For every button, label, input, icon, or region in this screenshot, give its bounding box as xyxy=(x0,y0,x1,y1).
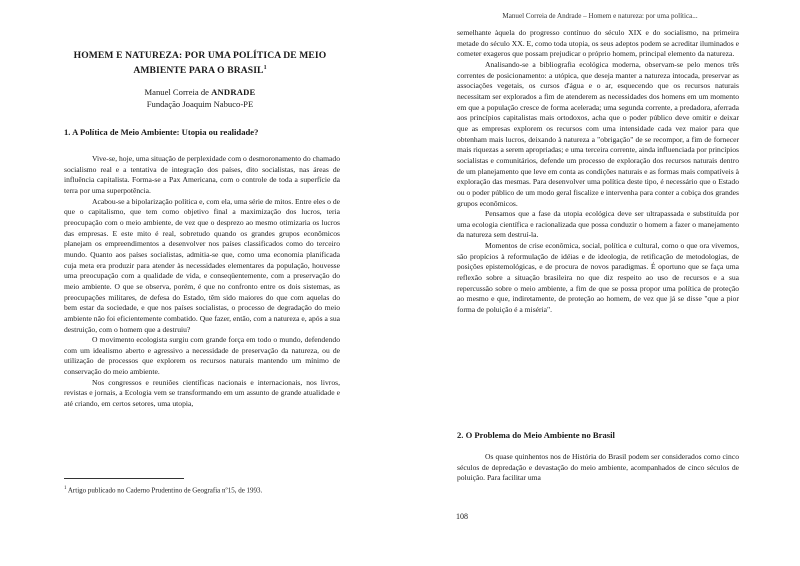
paragraph: Os quase quinhentos nos de História do Brasil podem ser considerados como cinco séculos de depredação e devastação do meio ambiente, acompanhados de cinco séculos de poluição. Para facilitar uma xyxy=(457,452,739,483)
page-number: 108 xyxy=(456,512,468,521)
footnote-divider xyxy=(64,478,184,479)
paragraph: Acabou-se a bipolarização política e, com ela, uma série de mitos. Entre eles o de que o capitalismo, que tem como objetivo final a maximização dos lucros, teria preocupação com o meio ambiente, de vez que o desprezo ao mesmo otimizaria os lucros das empresas. E este mito é real, sobretudo quando os grandes grupos econômicos planejam os empreendimentos a desenvolver nos países classificados como do terceiro mundo. Quanto aos países socialistas, admitia-se que, como uma economia planificada cuja meta era produzir para atender às necessidades elementares da população, houvesse uma preocupação com a qualidade de vida, e conseqüentemente, com a preservação do meio ambiente. O que se observa, porém, é que no confronto entre os dois sistemas, as preocupações militares, de defesa do Estado, têm sido maiores do que com aquelas do bem estar da sociedade, e que nos países socialistas, o processo de degradação do meio ambiente não foi eficientemente combatido. Que fazer, então, com a natureza e, após a sua destruição, com o homem que a destruiu? xyxy=(64,196,340,334)
paragraph: Nos congressos e reuniões científicas nacionais e internacionais, nos livros, revistas e jornais, a Ecologia vem se transformando em um assunto de grande atualidade e até criando, em certos setores, uma utopia, xyxy=(64,377,340,409)
section-2-heading: 2. O Problema do Meio Ambiente no Brasil xyxy=(457,430,615,440)
paragraph: Pensamos que a fase da utopia ecológica deve ser ultrapassada e substituída por uma ecologia científica e racionalizada que possa conduzir o homem a fazer o manejamento da natureza sem destruí-la. xyxy=(457,209,739,240)
author-block xyxy=(55,86,345,110)
section-1-heading: 1. A Política de Meio Ambiente: Utopia ou realidade? xyxy=(64,127,259,137)
paragraph: Vive-se, hoje, uma situação de perplexidade com o desmoronamento do chamado socialismo real e a tentativa de integração dos países, dito socialistas, nas áreas de influência capitalista. Forma-se a Pax Americana, com o controle de toda a superfície da terra por uma superpotência. xyxy=(64,154,340,195)
right-body-text xyxy=(457,28,739,316)
paragraph: Analisando-se a bibliografia ecológica moderna, observam-se pelo menos três correntes de posicionamento: a utópica, que deseja manter a natureza intocada, preservar as associações vegetais, os cursos d'água e o ar, esquecendo que os recursos naturais necessitam ser explorados a fim de atenderem as necessidades dos homens em um momento em que a população cresce de forma acelerada; uma segunda corrente, a predadora, aferrada aos princípios capitalistas mais ortodoxos, acha que o poder público deve omitir e deixar que as empresas explorem os recursos com uma intensidade cada vez maior para que obtenham mais lucros, deixando à natureza a "obrigação" de se recompor, a fim de fornecer mais riquezas a serem apropriadas; e uma terceira corrente, ainda influenciada por princípios socialistas e comunitários, defende um processo de exploração dos recursos naturais dentro de um planejamento que leve em conta as condições naturais e as formas mais compatíveis à exploração das mesmas. Para desenvolver uma política deste tipo, é necessário que o Estado ou o poder público de um modo geral fiscalize e intervenha para conter a cobiça dos grandes grupos econômicos. xyxy=(457,59,739,208)
paragraph: semelhante àquela do progresso contínuo do século XIX e do socialismo, na primeira metade do século XX. E, como toda utopia, os seus adeptos podem se acreditar iluminados e cometer exageros que possam prejudicar o próprio homem, principal elemento da natureza. xyxy=(457,28,739,59)
right-page xyxy=(400,0,800,566)
paragraph: O movimento ecologista surgiu com grande força em todo o mundo, defendendo com um idealismo aberto e agressivo a necessidade de preservação da natureza, ou de utilização de processos que explorem os recursos naturais mantendo um mínimo de conservação do meio ambiente. xyxy=(64,335,340,377)
right-body-text-bottom xyxy=(457,452,739,484)
running-header: Manuel Correia de Andrade – Homem e natureza: por uma política... xyxy=(502,12,698,20)
article-title: HOMEM E NATUREZA: POR UMA POLÍTICA DE MEIO AMBIENTE PARA O BRASIL$^1$ xyxy=(73,50,327,77)
paragraph: Momentos de crise econômica, social, política e cultural, como o que ora vivemos, são propícios à reformulação de idéias e de ideologia, de retificação de metodologias, de posições epistemológicas, e de procura de novos paradigmas. É oportuno que se faça uma reflexão sobre a situação brasileira no que diz respeito ao uso de recursos e a sua repercussão sobre o meio ambiente, a fim de que se possa propor uma política de proteção ao mesmo e que, indiretamente, de proteção ao homem, de vez que já se disse "que a pior forma de poluição é a miséria". xyxy=(457,241,739,315)
author-name: Manuel Correia de ANDRADE xyxy=(144,87,256,97)
footnote: $^1$ Artigo publicado no Caderno Prudentino de Geografia nº15, de 1993. xyxy=(64,486,263,495)
title-footnote-marker: 1 xyxy=(263,65,267,71)
left-body-text xyxy=(64,154,340,410)
author-affiliation: Fundação Joaquim Nabuco-PE xyxy=(146,99,254,109)
